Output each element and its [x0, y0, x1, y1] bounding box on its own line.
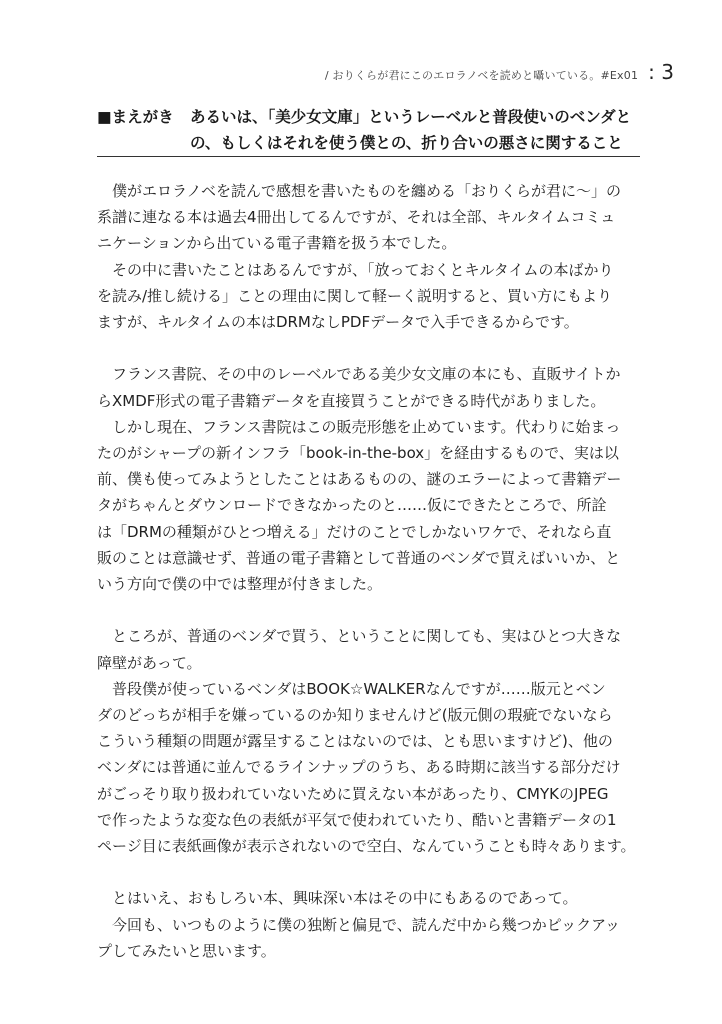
text-line: ニケーションから出ている電子書籍を扱う本でした。	[97, 234, 457, 253]
text-line: とはいえ、おもしろい本、興味深い本はその中にもあるのであって。	[97, 889, 578, 908]
text-line: タがちゃんとダウンロードできなかったのと……仮にできたところで、所詮	[97, 496, 607, 515]
paragraph-spacer	[97, 859, 642, 885]
text-line: プしてみたいと思います。	[97, 941, 276, 960]
paragraph	[97, 414, 642, 597]
text-line: こういう種類の問題が露呈することはないのでは、とも思いますけど)、他の	[97, 732, 613, 751]
paragraph	[97, 361, 642, 413]
page-header	[325, 60, 674, 84]
text-line: を読み/推し続ける」ことの理由に関して軽ーく説明すると、買い方にもより	[97, 286, 613, 305]
paragraph	[97, 885, 642, 911]
text-line: 普段僕が使っているベンダはBOOK☆WALKERなんですが……版元とベン	[97, 679, 606, 698]
paragraph	[97, 257, 642, 336]
heading-divider	[97, 156, 640, 157]
text-line: その中に書いたことはあるんですが、「放っておくとキルタイムの本ばかり	[97, 260, 614, 279]
text-line: しかし現在、フランス書院はこの販売形態を止めています。代わりに始まっ	[97, 417, 621, 436]
section-heading	[97, 104, 640, 156]
page-number: : 3	[648, 60, 674, 84]
text-line: 障壁があって。	[97, 653, 202, 672]
text-line: フランス書院、その中のレーベルである美少女文庫の本にも、直販サイトか	[97, 365, 621, 384]
text-line: がごっそり取り扱われていないために買えない本があったり、CMYKのJPEG	[97, 784, 609, 803]
text-line: らXMDF形式の電子書籍データを直接買うことができる時代がありました。	[97, 391, 606, 410]
text-line: いう方向で僕の中では整理が付きました。	[97, 575, 383, 594]
text-line: ページ目に表紙画像が表示されないので空白、なんていうことも時々あります。	[97, 837, 636, 856]
text-line: ところが、普通のベンダで買う、ということに関しても、実はひとつ大きな	[97, 627, 622, 646]
text-line: 販のことは意識せず、普通の電子書籍として普通のベンダで買えばいいか、と	[97, 548, 621, 567]
paragraph-spacer	[97, 597, 642, 623]
paragraph	[97, 178, 642, 257]
text-line: たのがシャープの新インフラ「book-in-the-box」を経由するもので、実は以	[97, 444, 619, 463]
text-line: 今回も、いつものように僕の独断と偏見で、読んだ中から幾つかピックアッ	[97, 915, 621, 934]
section-title-line: の、もしくはそれを使う僕との、折り合いの悪さに関すること	[190, 134, 623, 152]
section-label: ■まえがき	[97, 108, 174, 126]
section-title-line: あるいは、「美少女文庫」というレーベルと普段使いのベンダと	[190, 108, 632, 126]
text-line: 系譜に連なる本は過去4冊出してるんですが、それは全部、キルタイムコミュ	[97, 208, 616, 227]
text-line: 前、僕も使ってみようとしたことはあるものの、謎のエラーによって書籍デー	[97, 470, 622, 489]
text-line: 僕がエロラノベを読んで感想を書いたものを纏める「おりくらが君に～」の	[97, 182, 621, 200]
text-line: ベンダには普通に並んでるラインナップのうち、ある時期に該当する部分だけ	[97, 758, 621, 777]
paragraph-spacer	[97, 335, 642, 361]
body-text	[97, 178, 642, 964]
paragraph	[97, 676, 642, 859]
running-title: / おりくらが君にこのエロラノベを読めと囁いている。#Ex01	[324, 69, 639, 82]
paragraph	[97, 623, 642, 675]
text-line: は「DRMの種類がひとつ増える」だけのことでしかないワケで、それなら直	[97, 522, 612, 541]
section-title	[190, 104, 640, 156]
text-line: で作ったような変な色の表紙が平気で使われていたり、酷いと書籍データの1	[97, 810, 617, 829]
paragraph	[97, 912, 642, 964]
text-line: ダのどっちが相手を嫌っているのか知りませんけど(版元側の瑕疵でないなら	[97, 706, 613, 725]
text-line: ますが、キルタイムの本はDRMなしPDFデータで入手できるからです。	[97, 313, 579, 332]
